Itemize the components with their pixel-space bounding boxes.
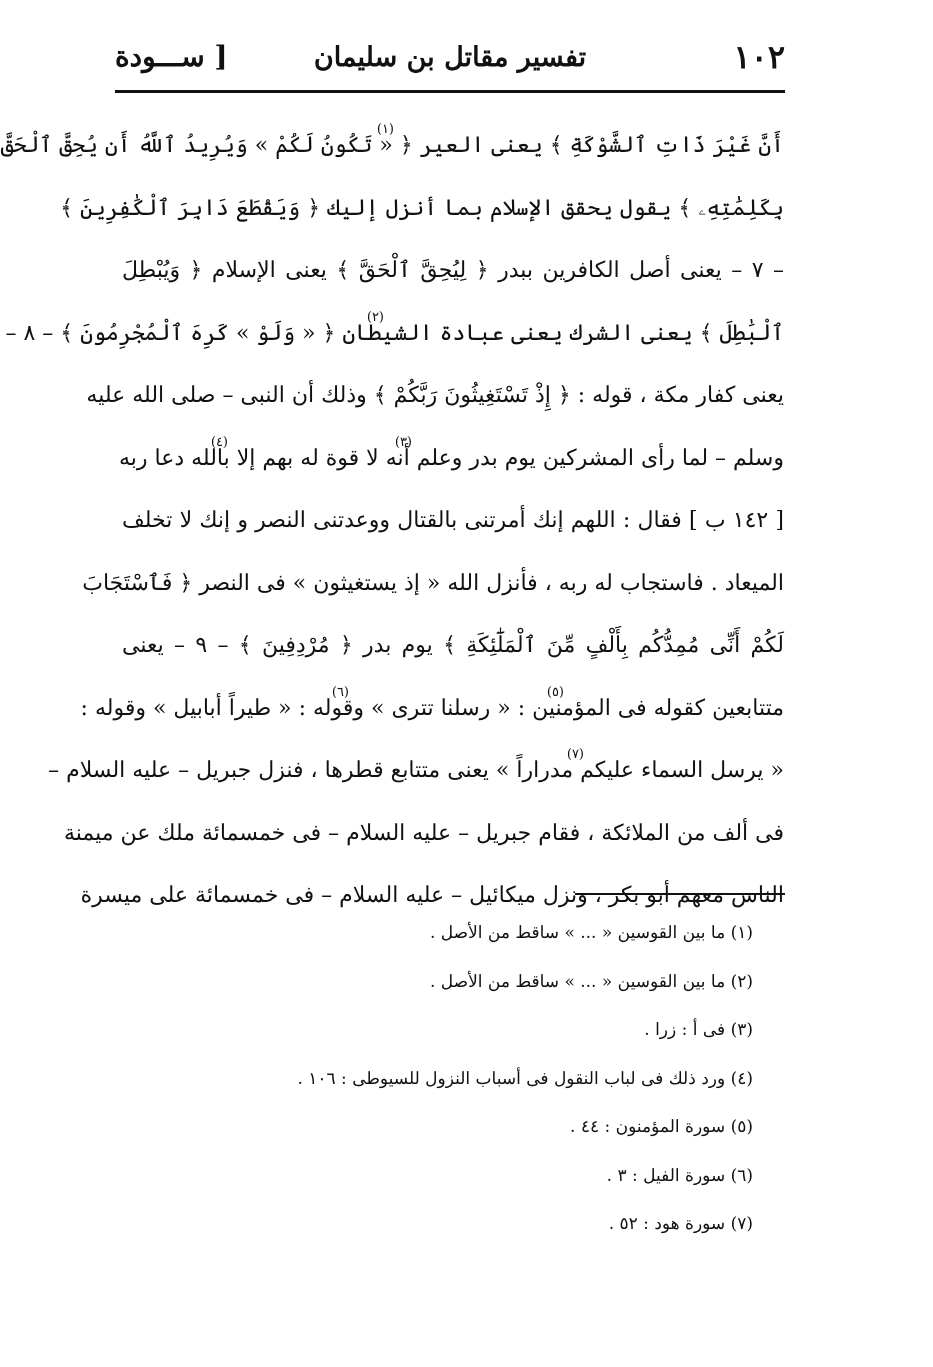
line-text: – ٧ – يعنى أصل الكافرين ببدر ﴿ لِيُحِقَّ ٱلْحَقَّ ﴾ يعنى الإسلام ﴿ وَيُبْطِلَ xyxy=(122,258,784,283)
line-text: أَنَّ غَيْرَ ذَاتِ ٱلشَّوْكَةِ ﴾ يعنى العير ﴿ « تَكُونُ لَكُمْ » وَيُرِيدُ ٱللَّهُ أَن يُحِقَّ ٱلْحَقَّ xyxy=(0,133,784,158)
footnote: (٧) سورة هود : ٥٢ . xyxy=(608,1214,753,1234)
line-text: [ ١٤٢ ب ] فقال : اللهم إنك أمرتنى بالقتال ووعدتنى النصر و إنك لا تخلف xyxy=(122,508,784,533)
text-line xyxy=(122,485,784,548)
line-text: يعنى كفار مكة ، قوله : ﴿ إِذْ تَسْتَغِيثُونَ رَبَّكُمْ ﴾ وذلك أن النبى – صلى الله عليه xyxy=(86,383,784,408)
header-rule xyxy=(115,90,785,93)
line-text: بِكَلِمَٰتِهِۦ ﴾ يقول يحقق الإسلام بما أنزل إليك ﴿ وَيَقْطَعَ دَابِرَ ٱلْكَٰفِرِينَ ﴾ xyxy=(60,195,784,221)
text-line xyxy=(86,360,784,423)
line-text: متتابعين كقوله فى المؤمنين : « رسلنا تترى » وقوله : « طيراً أبابيل » وقوله : xyxy=(80,695,784,721)
footnote-ref: (٧) xyxy=(566,747,584,762)
footnote-ref: (٥) xyxy=(546,684,564,700)
footnote-ref: (٦) xyxy=(331,684,349,700)
footnote: (٤) ورد ذلك فى لباب النقول فى أسباب النزول للسيوطى : ١٠٦ . xyxy=(297,1068,753,1089)
text-line xyxy=(122,610,784,673)
line-text: الميعاد . فاستجاب له ربه ، فأنزل الله « إذ يستغيثون » فى النصر ﴿ فَٱسْتَجَابَ xyxy=(82,570,784,596)
text-line xyxy=(122,235,784,298)
text-line xyxy=(80,860,784,923)
footnote: (١) ما بين القوسين « ... » ساقط من الأصل . xyxy=(429,923,753,943)
footnote: (٥) سورة المؤمنون : ٤٤ . xyxy=(570,1117,753,1137)
line-text: فى ألف من الملائكة ، فقام جبريل – عليه السلام – فى خمسمائة ملك عن ميمنة xyxy=(63,820,784,846)
footnote-ref: (٤) xyxy=(210,434,228,450)
line-text: ٱلْبَٰطِلَ ﴾ يعنى الشرك يعنى عبادة الشيطان ﴿ « وَلَوْ » كَرِهَ ٱلْمُجْرِمُونَ ﴾ – ٨ – xyxy=(5,320,784,346)
footnote-ref: (١) xyxy=(376,122,394,137)
footnote-ref: (٣) xyxy=(394,434,412,450)
text-line xyxy=(80,673,784,736)
footnote-ref: (٢) xyxy=(366,309,384,325)
footnotes xyxy=(280,918,753,1258)
running-title: تفسير مقاتل بن سليمان xyxy=(313,42,587,73)
text-line xyxy=(5,298,784,361)
text-line xyxy=(60,173,784,236)
line-text: لَكُمْ أَنِّى مُمِدُّكُم بِأَلْفٍ مِّنَ ٱلْمَلَٰٓئِكَةِ ﴾ يوم بدر ﴿ مُرْدِفِينَ ﴾ – ٩ – يعنى xyxy=(122,633,785,658)
text-line xyxy=(63,798,784,861)
page-number: ١٠٢ xyxy=(733,38,785,76)
footnote: (٢) ما بين القوسين « ... » ساقط من الأصل . xyxy=(429,971,753,992)
chapter-tag: [ ســـودة xyxy=(115,40,228,73)
body-text xyxy=(0,110,785,923)
text-line xyxy=(0,110,784,173)
footnote: (٦) سورة الفيل : ٣ . xyxy=(606,1165,753,1186)
footnote: (٣) فى أ : زرا . xyxy=(644,1020,753,1040)
footnote-separator xyxy=(575,893,785,895)
text-line xyxy=(82,548,784,611)
line-text: الناس معهم أبو بكر ، ونزل ميكائيل – عليه السلام – فى خمسمائة على ميسرة xyxy=(80,883,784,908)
line-text: وسلم – لما رأى المشركين يوم بدر وعلم أنه لا قوة له بهم إلا بالله دعا ربه xyxy=(118,445,784,471)
line-text: « يرسل السماء عليكم مدراراً » يعنى متتابع قطرها ، فنزل جبريل – عليه السلام – xyxy=(48,758,784,783)
text-line xyxy=(48,735,784,798)
page-header xyxy=(115,38,785,90)
text-line xyxy=(118,423,784,486)
